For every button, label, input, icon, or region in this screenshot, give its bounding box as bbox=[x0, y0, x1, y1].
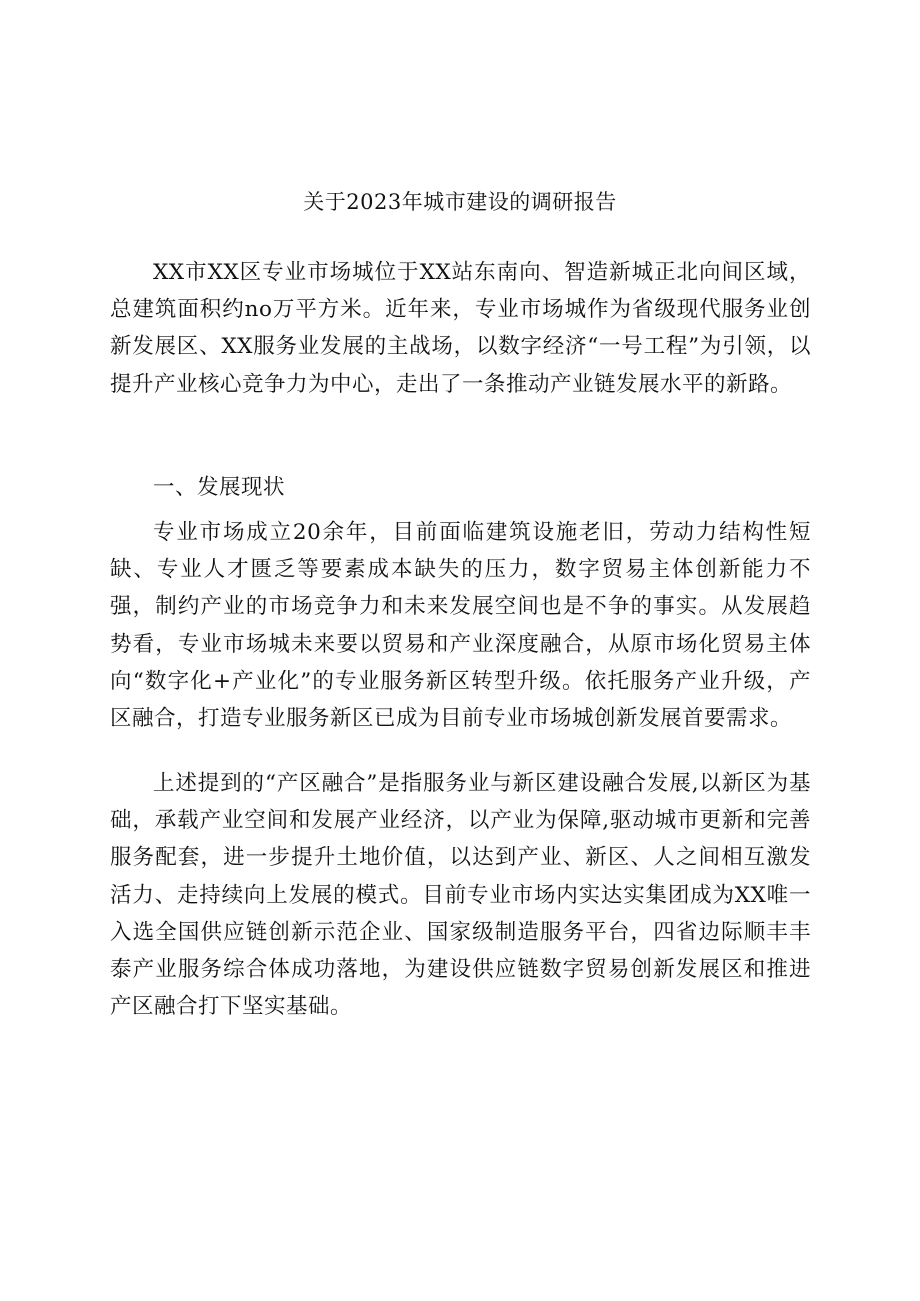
section-heading: 一、发展现状 bbox=[153, 475, 286, 500]
document-title: 关于2023年城市建设的调研报告 bbox=[303, 190, 617, 214]
paragraph-intro: XX市XX区专业市场城位于XX站东南向、智造新城正北向间区域，总建筑面积约no万平方米。近年来，专业市场城作为省级现代服务业创新发展区、XX服务业发展的主战场，以数字经济“一号工程”为引领，以提升产业核心竞争力为中心，走出了一条推动产业链发展水平的新路。 bbox=[110, 260, 811, 397]
paragraph-status: 专业市场成立20余年，目前面临建筑设施老旧，劳动力结构性短缺、专业人才匮乏等要素成本缺失的压力，数字贸易主体创新能力不强，制约产业的市场竞争力和未来发展空间也是不争的事实。从发展趋势看，专业市场城未来要以贸易和产业深度融合，从原市场化贸易主体向“数字化+产业化”的专业服务新区转型升级。依托服务产业升级，产区融合，打造专业服务新区已成为目前专业市场城创新发展首要需求。 bbox=[110, 520, 811, 732]
paragraph-integration: 上述提到的“产区融合”是指服务业与新区建设融合发展,以新区为基础，承载产业空间和发展产业经济，以产业为保障,驱动城市更新和完善服务配套，进一步提升土地价值，以达到产业、新区、人之间相互激发活力、走持续向上发展的模式。目前专业市场内实达实集团成为XX唯一入选全国供应链创新示范企业、国家级制造服务平台，四省边际顺丰丰泰产业服务综合体成功落地，为建设供应链数字贸易创新发展区和推进产区融合打下坚实基础。 bbox=[110, 771, 811, 1020]
